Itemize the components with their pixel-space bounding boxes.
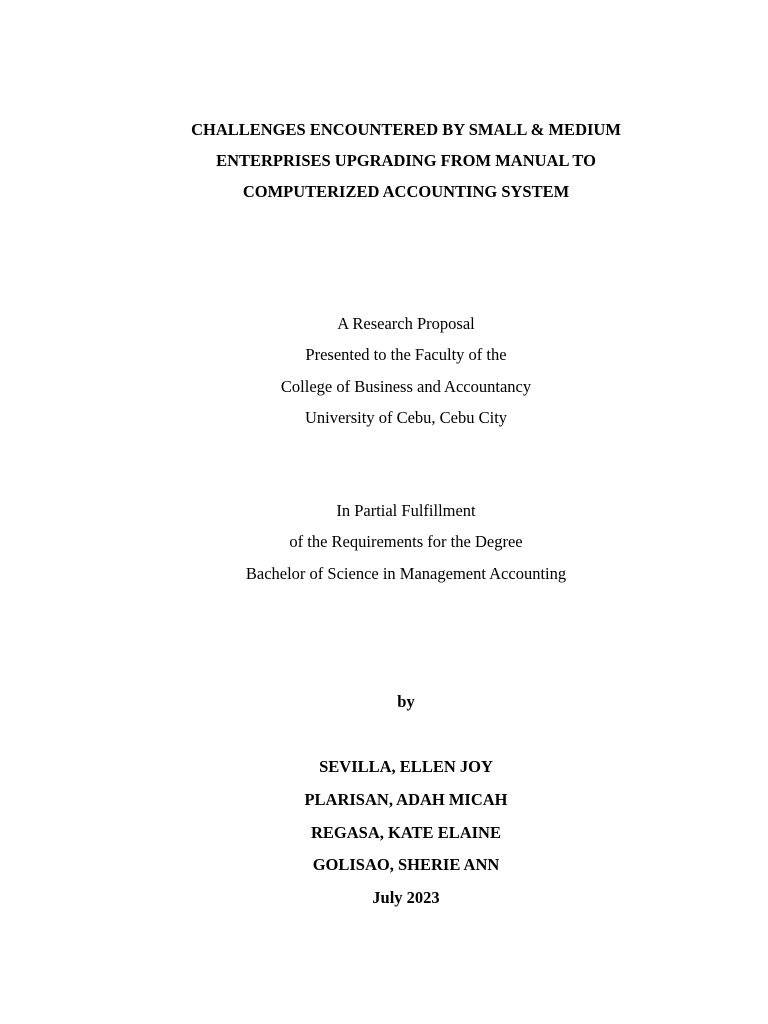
proposal-line-2: Presented to the Faculty of the	[305, 345, 507, 364]
by-label: by	[397, 692, 415, 711]
author-4: GOLISAO, SHERIE ANN	[312, 855, 500, 874]
date: July 2023	[372, 888, 440, 907]
author-3: REGASA, KATE ELAINE	[311, 823, 501, 842]
proposal-line-3: College of Business and Accountancy	[280, 377, 532, 396]
proposal-line-1: A Research Proposal	[337, 314, 475, 333]
title-line-1: CHALLENGES ENCOUNTERED BY SMALL & MEDIUM	[191, 120, 621, 139]
fulfillment-line-1: In Partial Fulfillment	[336, 501, 476, 520]
fulfillment-line-2: of the Requirements for the Degree	[289, 532, 523, 551]
author-2: PLARISAN, ADAH MICAH	[304, 790, 508, 809]
fulfillment-line-3: Bachelor of Science in Management Accounting	[245, 564, 567, 583]
author-1: SEVILLA, ELLEN JOY	[319, 757, 493, 776]
title-line-2: ENTERPRISES UPGRADING FROM MANUAL TO	[216, 151, 596, 170]
title-line-3: COMPUTERIZED ACCOUNTING SYSTEM	[242, 182, 570, 201]
proposal-line-4: University of Cebu, Cebu City	[304, 408, 508, 427]
